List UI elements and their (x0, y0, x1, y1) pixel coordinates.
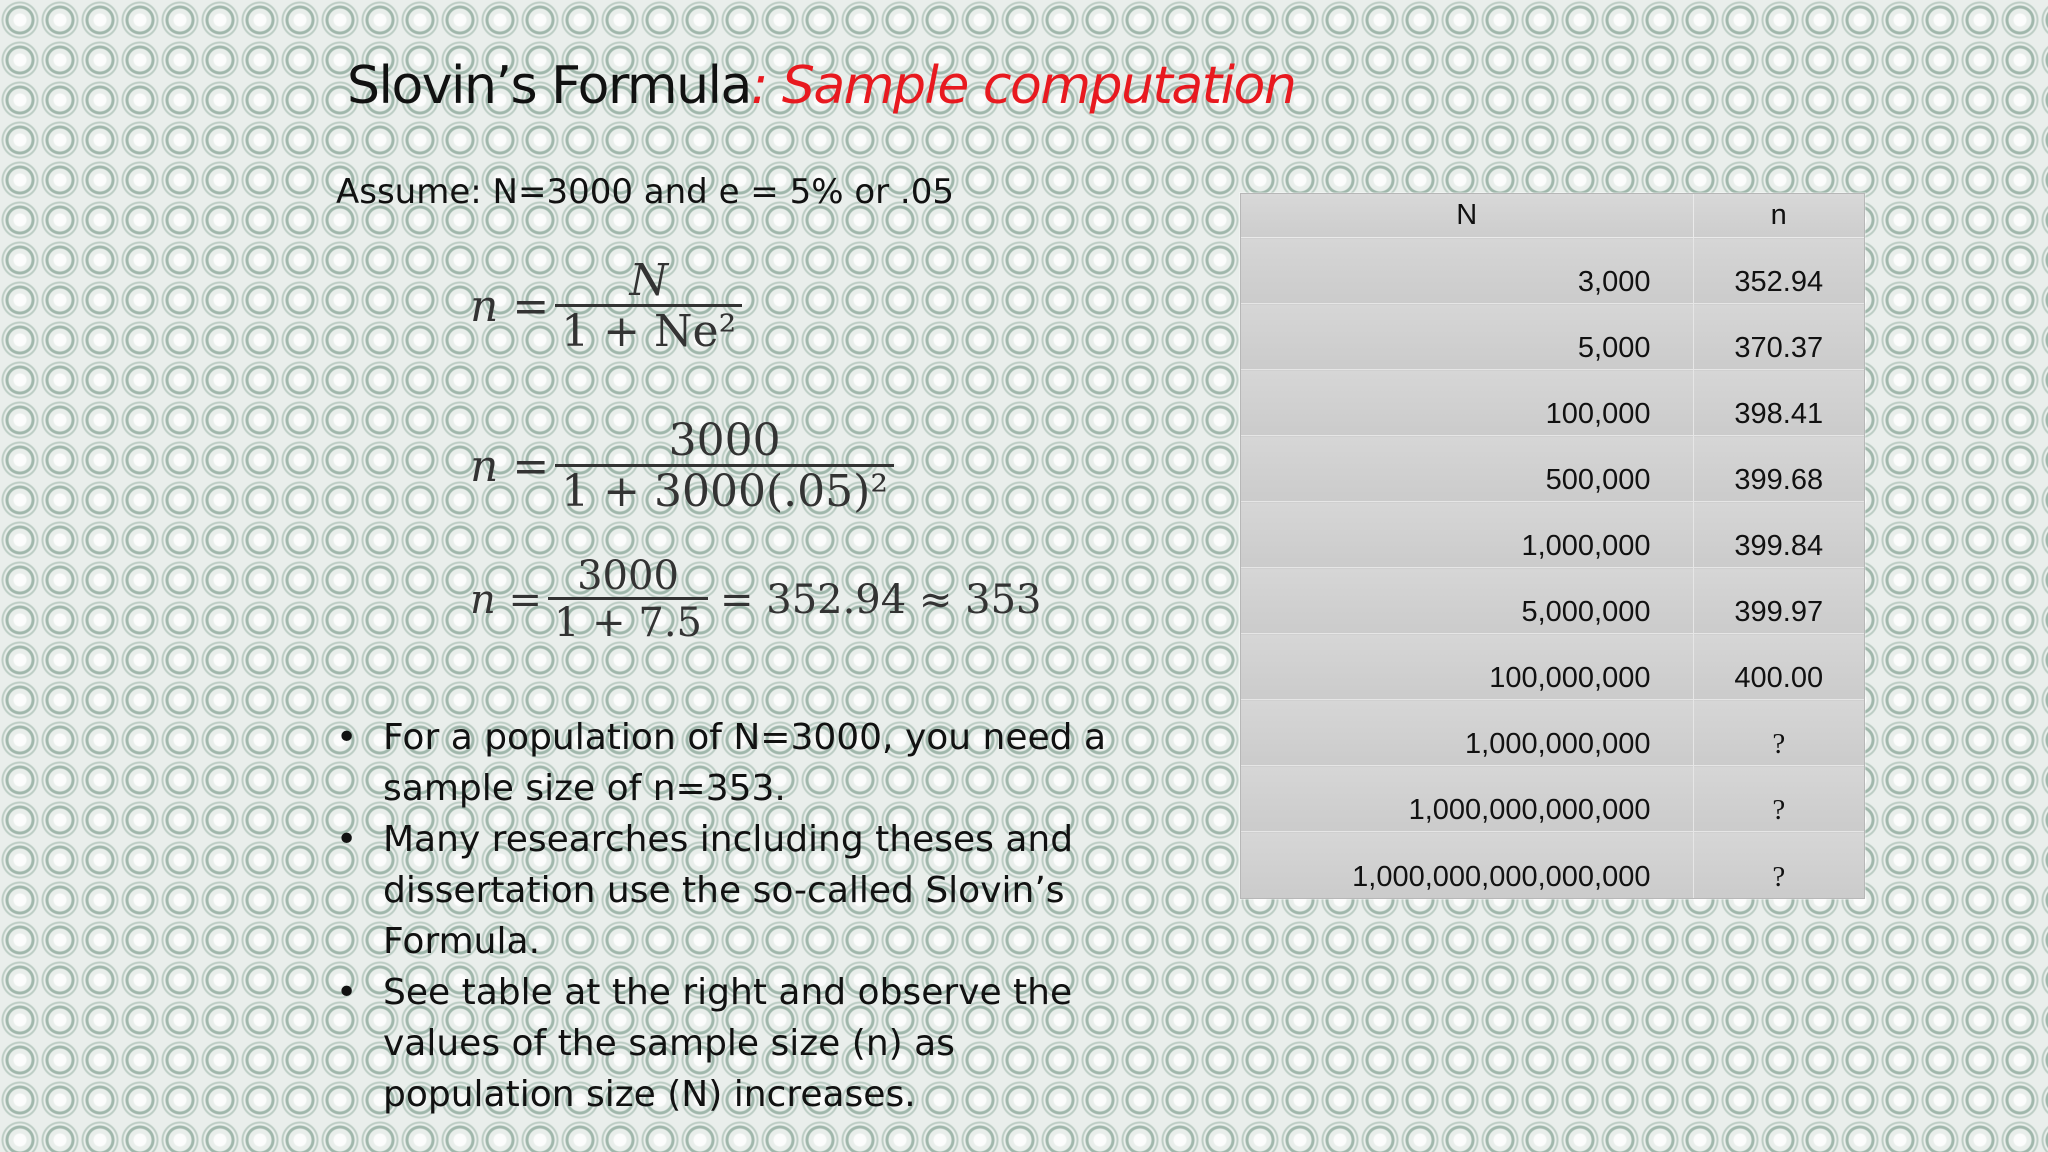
bullet-icon: • (336, 972, 358, 1013)
table-row (1241, 766, 1864, 832)
formula-lhs: n = (470, 281, 550, 333)
bullet-item (336, 814, 1136, 967)
formula-substituted (470, 415, 900, 518)
table-row (1241, 304, 1864, 370)
bullet-text: Many researches including theses and dissertation use the so-called Slovin’s Formula. (383, 819, 1074, 962)
population-cell: 100,000,000 (1241, 634, 1693, 700)
population-cell: 1,000,000 (1241, 502, 1693, 568)
title-colon: : (750, 56, 767, 116)
formula-denominator: 1 + 7.5 (548, 597, 708, 644)
table-header-row (1241, 194, 1864, 238)
column-header-N: N (1241, 194, 1693, 238)
formula-lhs: n = (470, 441, 550, 493)
population-cell: 5,000 (1241, 304, 1693, 370)
bullet-text: For a population of N=3000, you need a sample size of n=353. (383, 717, 1107, 809)
sample-size-cell: 399.84 (1693, 502, 1864, 568)
column-header-n: n (1693, 194, 1864, 238)
formula-general (470, 255, 748, 358)
table-row (1241, 370, 1864, 436)
title-accent: Sample computation (766, 56, 1296, 116)
population-cell: 1,000,000,000,000 (1241, 766, 1693, 832)
population-cell: 500,000 (1241, 436, 1693, 502)
table-row (1241, 568, 1864, 634)
population-cell: 5,000,000 (1241, 568, 1693, 634)
table-row (1241, 832, 1864, 898)
bullet-item (336, 712, 1136, 814)
slide-title (347, 56, 1295, 116)
bullet-icon: • (336, 717, 358, 758)
formula-denominator: 1 + Ne² (555, 304, 742, 355)
bullet-item (336, 967, 1136, 1120)
sample-size-cell: ? (1693, 832, 1864, 898)
table-row (1241, 436, 1864, 502)
sample-size-cell: ? (1693, 766, 1864, 832)
sample-size-cell: 398.41 (1693, 370, 1864, 436)
formula-fraction (555, 415, 894, 518)
formula-fraction (548, 555, 708, 644)
formula-numerator: N (629, 255, 668, 306)
data-table (1241, 194, 1864, 898)
title-main: Slovin’s Formula (347, 56, 751, 116)
table-row (1241, 700, 1864, 766)
sample-size-table (1240, 193, 1865, 899)
sample-size-cell: 352.94 (1693, 238, 1864, 304)
formula-denominator: 1 + 3000(.05)² (555, 464, 894, 515)
sample-size-cell: 399.68 (1693, 436, 1864, 502)
formula-fraction (555, 255, 742, 358)
formula-lhs: n = (470, 576, 542, 623)
formula-numerator: 3000 (577, 553, 679, 599)
formula-result (470, 555, 1042, 644)
sample-size-cell: ? (1693, 700, 1864, 766)
sample-size-cell: 400.00 (1693, 634, 1864, 700)
formula-numerator: 3000 (668, 415, 781, 466)
sample-size-cell: 370.37 (1693, 304, 1864, 370)
sample-size-cell: 399.97 (1693, 568, 1864, 634)
table-row (1241, 502, 1864, 568)
population-cell: 1,000,000,000 (1241, 700, 1693, 766)
bullet-list (336, 712, 1136, 1120)
population-cell: 1,000,000,000,000,000 (1241, 832, 1693, 898)
bullet-text: See table at the right and observe the values of the sample size (n) as population size (N) increases. (383, 972, 1073, 1115)
population-cell: 100,000 (1241, 370, 1693, 436)
table-row (1241, 634, 1864, 700)
population-cell: 3,000 (1241, 238, 1693, 304)
bullet-icon: • (336, 819, 358, 860)
formula-result-value: = 352.94 ≈ 353 (720, 576, 1042, 623)
table-row (1241, 238, 1864, 304)
assumption-text: Assume: N=3000 and e = 5% or .05 (336, 172, 954, 212)
